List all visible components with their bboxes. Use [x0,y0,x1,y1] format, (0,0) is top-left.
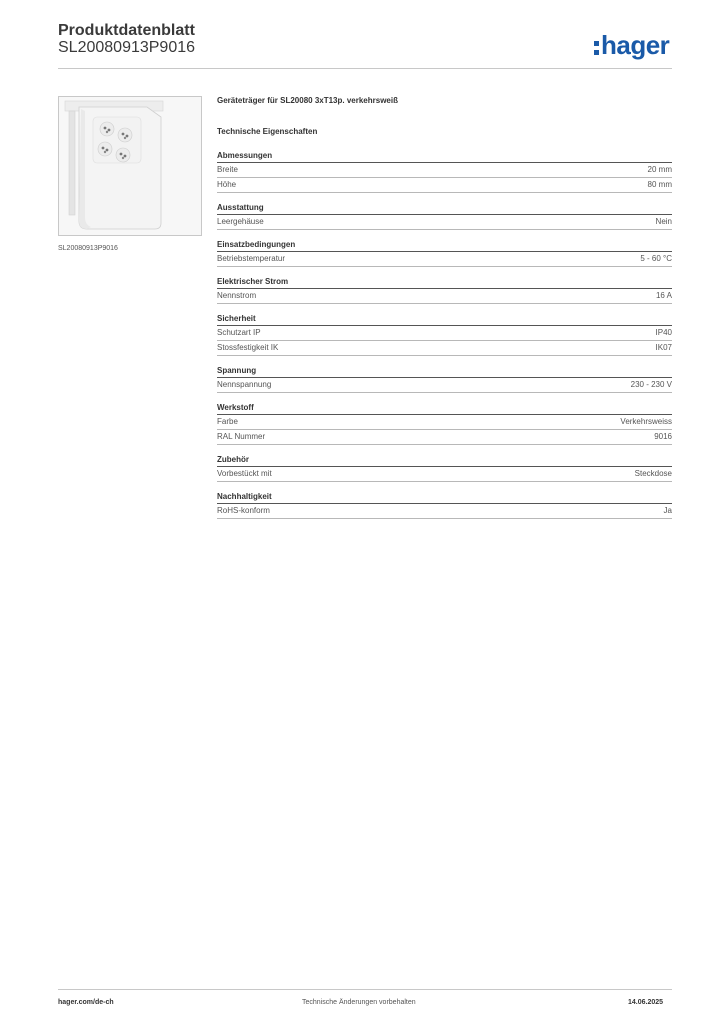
spec-value: 9016 [654,432,672,441]
section-title: Elektrischer Strom [217,277,672,289]
section-title: Einsatzbedingungen [217,240,672,252]
image-caption: SL20080913P9016 [58,245,118,252]
spec-value: 20 mm [647,165,672,174]
spec-value: Steckdose [634,469,672,478]
spec-row [217,178,672,193]
spec-value: 16 A [655,291,672,300]
section-title: Zubehör [217,455,672,467]
spec-row [217,252,672,267]
spec-label: Nennspannung [217,380,272,389]
spec-section-nachhaltigkeit [217,492,672,519]
spec-section-abmessungen [217,151,672,193]
product-code: SL20080913P9016 [58,39,196,56]
spec-section-einsatzbedingungen [217,240,672,267]
product-title: Geräteträger für SL20080 3xT13p. verkehrsweiß [217,96,398,105]
spec-value: IK07 [655,343,672,352]
spec-value: IP40 [655,328,672,337]
section-title: Abmessungen [217,151,672,163]
section-title: Ausstattung [217,203,672,215]
spec-row [217,378,672,393]
footer-divider [58,989,672,990]
spec-row [217,415,672,430]
spec-section-zubehoer [217,455,672,482]
spec-label: RoHS-konform [217,506,270,515]
logo-dots-icon [594,41,599,55]
footer-date: 14.06.2025 [628,999,664,1006]
product-image [58,96,202,236]
spec-value: Nein [655,217,672,226]
spec-value: 230 - 230 V [630,380,672,389]
footer-note: Technische Änderungen vorbehalten [302,999,416,1006]
spec-heading: Technische Eigenschaften [217,127,318,136]
spec-section-elektrischer-strom [217,277,672,304]
spec-section-ausstattung [217,203,672,230]
spec-label: Farbe [217,417,238,426]
page-title: Produktdatenblatt [58,22,195,39]
spec-section-werkstoff [217,403,672,445]
spec-row [217,326,672,341]
spec-section-sicherheit [217,314,672,356]
section-title: Spannung [217,366,672,378]
spec-label: Stossfestigkeit IK [217,343,279,352]
logo-text: hager [601,30,670,60]
spec-row [217,215,672,230]
hager-logo [594,30,669,61]
spec-label: Betriebstemperatur [217,254,286,263]
section-title: Sicherheit [217,314,672,326]
header-divider [58,68,672,69]
spec-row [217,504,672,519]
spec-content [217,96,672,519]
spec-label: Nennstrom [217,291,257,300]
spec-row [217,163,672,178]
spec-label: Leergehäuse [217,217,264,226]
spec-value: 80 mm [647,180,672,189]
spec-value: 5 - 60 °C [640,254,672,263]
section-title: Nachhaltigkeit [217,492,672,504]
spec-value: Verkehrsweiss [620,417,672,426]
spec-label: Vorbestückt mit [217,469,272,478]
spec-label: Breite [217,165,238,174]
spec-label: Höhe [217,180,237,189]
footer-website-link[interactable]: hager.com/de-ch [58,999,114,1006]
spec-row [217,467,672,482]
socket-outlet-icon [59,97,201,235]
spec-section-spannung [217,366,672,393]
spec-row [217,341,672,356]
spec-row [217,289,672,304]
spec-value: Ja [663,506,672,515]
section-title: Werkstoff [217,403,672,415]
spec-label: Schutzart IP [217,328,261,337]
spec-row [217,430,672,445]
spec-label: RAL Nummer [217,432,266,441]
